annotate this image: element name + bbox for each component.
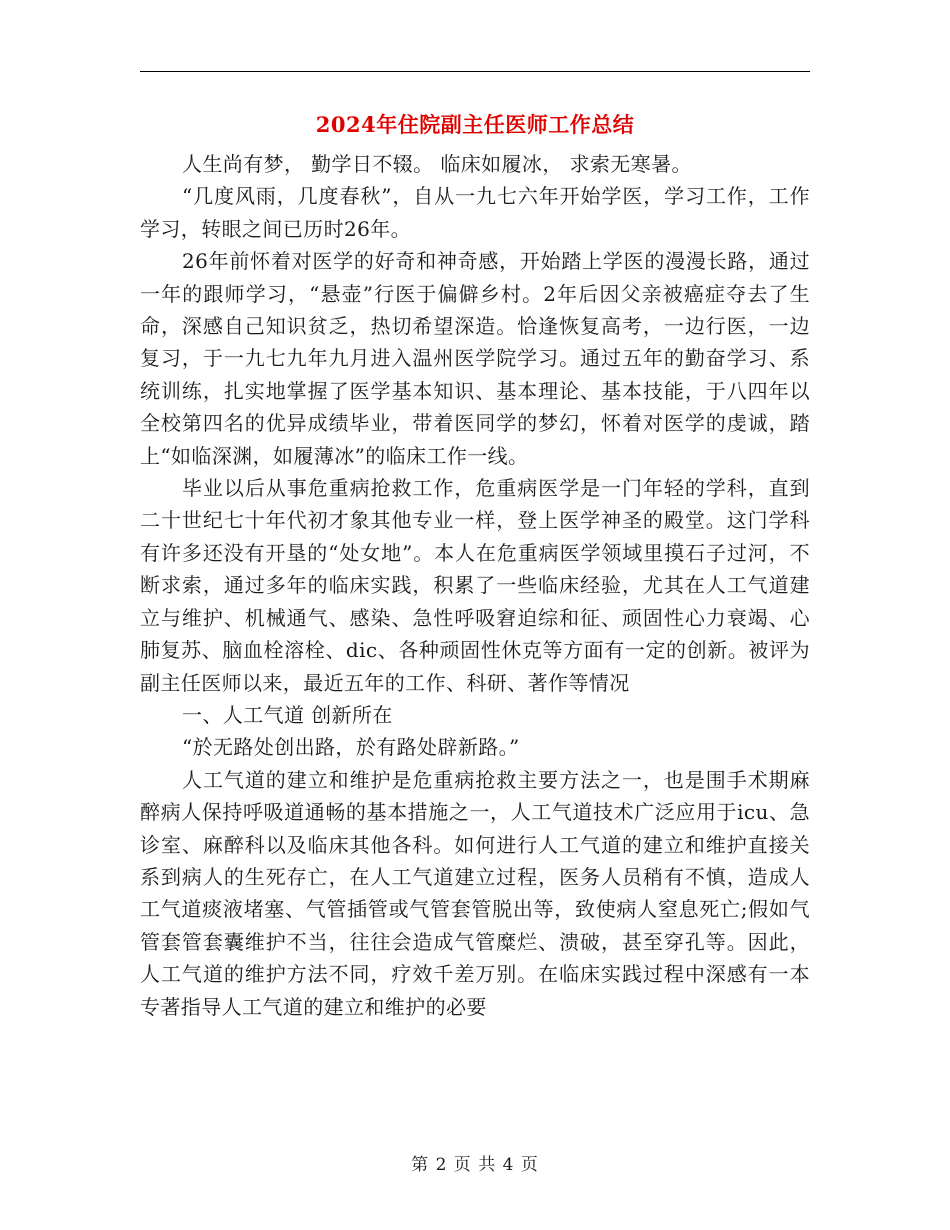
- paragraph: 人生尚有梦， 勤学日不辍。 临床如履冰， 求索无寒暑。: [182, 152, 692, 176]
- paragraph: 毕业以后从事危重病抢救工作，危重病医学是一门年轻的学科，直到二十世纪七十年代初才象其他专业一样，登上医学神圣的殿堂。这门学科有许多还没有开垦的“处女地”。本人在危重病医学领域里摸石子过河，不断求索，通过多年的临床实践，积累了一些临床经验，尤其在人工气道建立与维护、机械通气、感染、急性呼吸窘迫综和征、顽固性心力衰竭、心肺复苏、脑血栓溶栓、dic、各种顽固性休克等方面有一定的创新。被评为副主任医师以来，最近五年的工作、科研、著作等情况: [140, 476, 810, 695]
- paragraph: 人工气道的建立和维护是危重病抢救主要方法之一，也是围手术期麻醉病人保持呼吸道通畅的基本措施之一，人工气道技术广泛应用于icu、急诊室、麻醉科以及临床其他各科。如何进行人工气道的建立和维护直接关系到病人的生死存亡，在人工气道建立过程，医务人员稍有不慎，造成人工气道痰液堵塞、气管插管或气管套管脱出等，致使病人窒息死亡;假如气管套管套囊维护不当，往往会造成气管糜烂、溃破，甚至穿孔等。因此，人工气道的维护方法不同，疗效千差万别。在临床实践过程中深感有一本专著指导人工气道的建立和维护的必要: [140, 767, 810, 1019]
- paragraph: “几度风雨，几度春秋”，自从一九七六年开始学医，学习工作，工作学习，转眼之间已历时26年。: [140, 184, 810, 241]
- page-number-footer: 第 2 页 共 4 页: [411, 1155, 539, 1175]
- paragraph: 26年前怀着对医学的好奇和神奇感，开始踏上学医的漫漫长路，通过一年的跟师学习，“悬壶”行医于偏僻乡村。2年后因父亲被癌症夺去了生命，深感自己知识贫乏，热切希望深造。恰逢恢复高考，一边行医，一边复习，于一九七九年九月进入温州医学院学习。通过五年的勤奋学习、系统训练，扎实地掌握了医学基本知识、基本理论、基本技能，于八四年以全校第四名的优异成绩毕业，带着医同学的梦幻，怀着对医学的虔诚，踏上“如临深渊，如履薄冰”的临床工作一线。: [140, 249, 810, 468]
- document-body: [140, 148, 810, 1023]
- document-title: 2024年住院副主任医师工作总结: [315, 112, 635, 137]
- section-heading: 一、人工气道 创新所在: [182, 702, 393, 727]
- quote-line: “於无路处创出路，於有路处辟新路。”: [182, 735, 520, 760]
- header-rule: [140, 71, 810, 72]
